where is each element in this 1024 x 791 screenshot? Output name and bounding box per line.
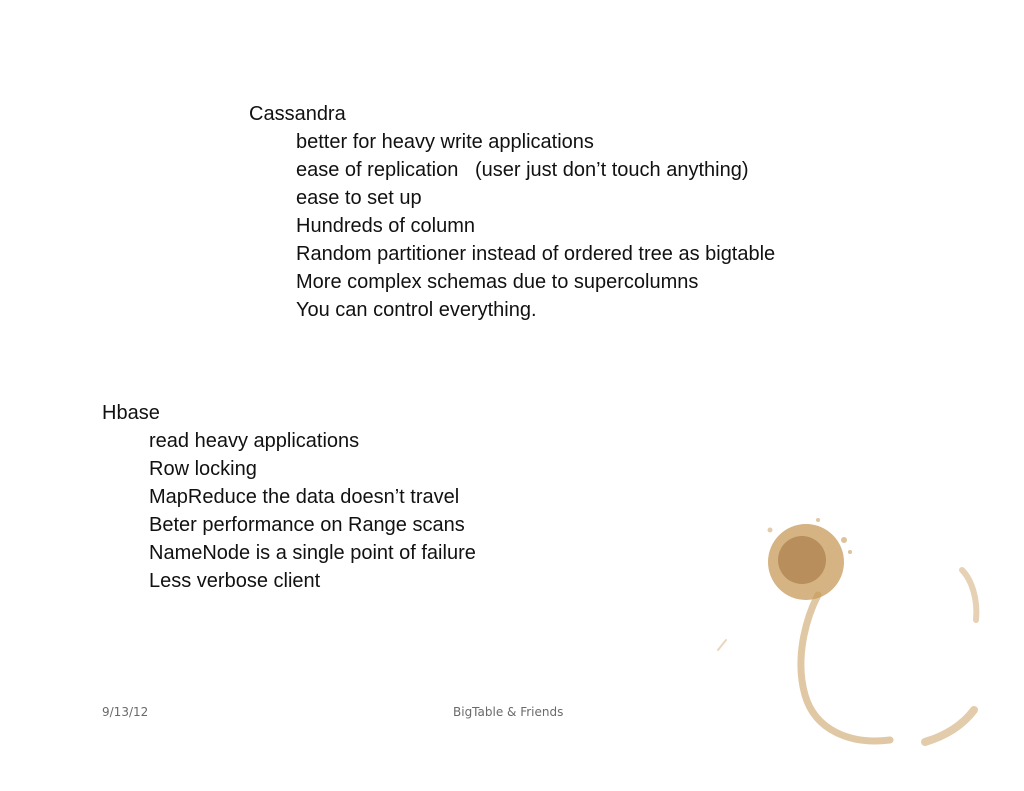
hbase-list-item: Less verbose client — [149, 570, 321, 592]
hbase-list-item: Beter performance on Range scans — [149, 514, 465, 536]
coffee-stain-blot — [768, 518, 853, 600]
footer-title: BigTable & Friends — [453, 705, 564, 719]
hbase-list-item: MapReduce the data doesn’t travel — [149, 486, 460, 508]
footer-date: 9/13/12 — [102, 705, 149, 719]
hbase-list-item: NameNode is a single point of failure — [149, 542, 476, 564]
hbase-list-item: read heavy applications — [149, 430, 360, 452]
cassandra-section — [249, 100, 775, 324]
cassandra-list-item: Hundreds of column — [296, 215, 475, 237]
cassandra-list-item: Random partitioner instead of ordered tree as bigtable — [296, 243, 776, 265]
hbase-list — [102, 427, 476, 595]
coffee-ring-bottom — [925, 710, 974, 742]
cassandra-list-item: ease of replication (user just don’t touch anything) — [296, 159, 749, 181]
cassandra-list-item: You can control everything. — [296, 299, 537, 321]
hbase-list-item: Row locking — [149, 458, 257, 480]
coffee-ring-left — [718, 640, 726, 650]
coffee-ring-stroke — [801, 595, 890, 741]
cassandra-list — [249, 128, 775, 324]
hbase-section — [102, 399, 476, 595]
hbase-heading: Hbase — [102, 402, 160, 424]
coffee-stain-decoration — [700, 500, 990, 760]
cassandra-list-item: ease to set up — [296, 187, 422, 209]
coffee-ring-right — [962, 570, 976, 620]
cassandra-list-item: better for heavy write applications — [296, 131, 594, 153]
cassandra-list-item: More complex schemas due to supercolumns — [296, 271, 699, 293]
cassandra-heading: Cassandra — [249, 103, 346, 125]
